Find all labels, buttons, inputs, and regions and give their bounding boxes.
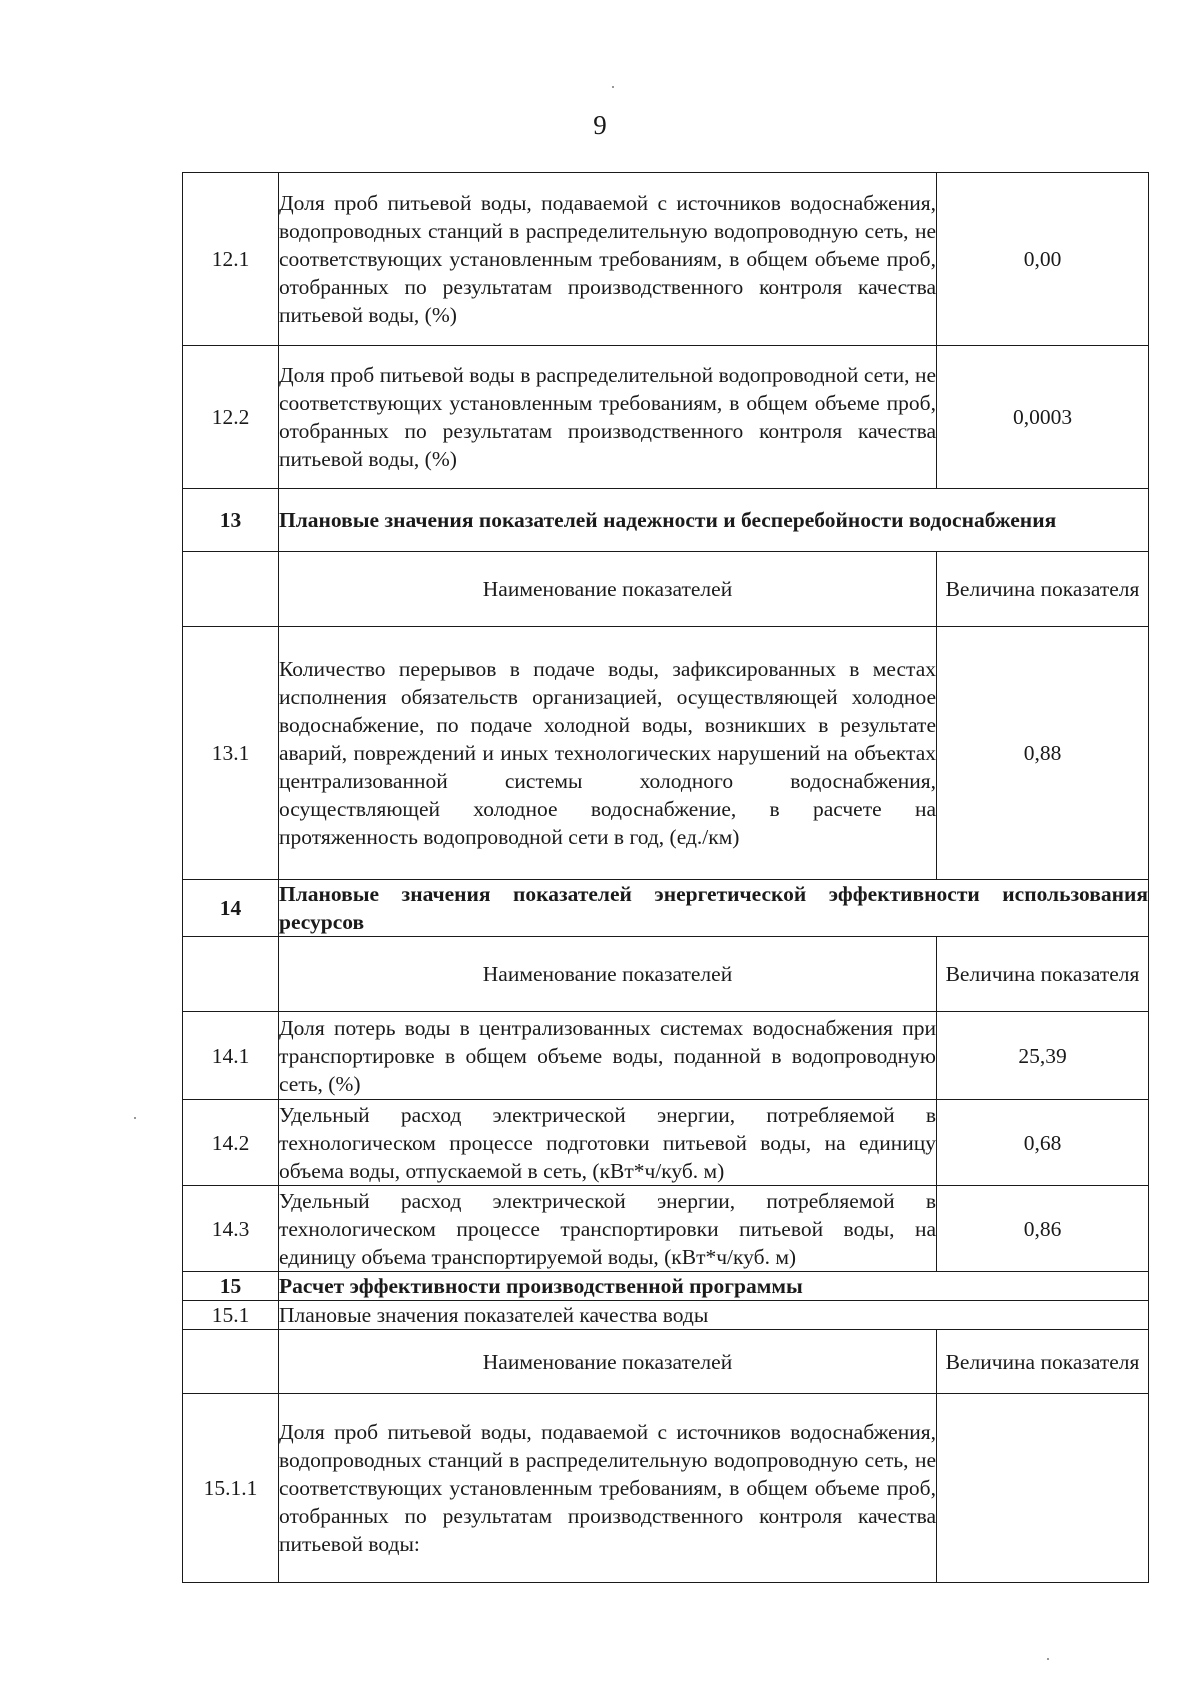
- column-header-row: [183, 552, 1149, 627]
- indicator-name: Количество перерывов в подаче воды, зафиксированных в местах исполнения обязательств организацией, осуществляющей холодное водоснабжение, по подаче холодной воды, возникших в результате аварий, повреждений и иных технологических нарушений на объектах централизованной системы холодного водоснабжения, осуществляющей холодное водоснабжение, в расчете на протяженность водопроводной сети в год, (ед./км): [279, 627, 937, 880]
- indicator-value: 0,0003: [937, 346, 1149, 489]
- table-row-12-1: [183, 173, 1149, 346]
- row-number: 14.3: [183, 1186, 279, 1272]
- indicator-value: 0,00: [937, 173, 1149, 346]
- indicator-value: 25,39: [937, 1012, 1149, 1100]
- table-row-12-2: [183, 346, 1149, 489]
- column-header-row: [183, 1330, 1149, 1394]
- section-title: Расчет эффективности производственной программы: [279, 1272, 1149, 1301]
- section-row-13: [183, 489, 1149, 552]
- table-row-14-2: [183, 1100, 1149, 1186]
- table-row-15-1-1: [183, 1394, 1149, 1583]
- scan-speck: [134, 1117, 136, 1119]
- column-header-value: Величина показателя: [937, 552, 1149, 627]
- row-number: 12.2: [183, 346, 279, 489]
- scan-speck: [612, 86, 614, 88]
- table-row-14-1: [183, 1012, 1149, 1100]
- row-number: 14.1: [183, 1012, 279, 1100]
- page-number: 9: [593, 110, 607, 140]
- indicator-name: Удельный расход электрической энергии, потребляемой в технологическом процессе транспортировки питьевой воды, на единицу объема транспортируемой воды, (кВт*ч/куб. м): [279, 1186, 937, 1272]
- indicator-value: [937, 1394, 1149, 1583]
- section-title: Плановые значения показателей энергетической эффективности использования ресурсов: [279, 880, 1149, 937]
- indicator-name: Доля проб питьевой воды, подаваемой с источников водоснабжения, водопроводных станций в распределительную водопроводную сеть, не соответствующих установленным требованиям, в общем объеме проб, отобранных по результатам производственного контроля качества питьевой воды, (%): [279, 173, 937, 346]
- section-row-15: [183, 1272, 1149, 1301]
- indicator-name: Удельный расход электрической энергии, потребляемой в технологическом процессе подготовки питьевой воды, на единицу объема воды, отпускаемой в сеть, (кВт*ч/куб. м): [279, 1100, 937, 1186]
- indicator-name: Доля потерь воды в централизованных системах водоснабжения при транспортировке в общем объеме воды, поданной в водопроводную сеть, (%): [279, 1012, 937, 1100]
- subsection-title: Плановые значения показателей качества воды: [279, 1301, 1149, 1330]
- indicator-name: Доля проб питьевой воды в распределительной водопроводной сети, не соответствующих установленным требованиям, в общем объеме проб, отобранных по результатам производственного контроля качества питьевой воды, (%): [279, 346, 937, 489]
- table-row-13-1: [183, 627, 1149, 880]
- section-number: 14: [183, 880, 279, 937]
- indicators-table: [182, 172, 1149, 1583]
- column-header-value: Величина показателя: [937, 1330, 1149, 1394]
- empty-cell: [183, 552, 279, 627]
- indicator-value: 0,86: [937, 1186, 1149, 1272]
- row-number: 12.1: [183, 173, 279, 346]
- column-header-name: Наименование показателей: [279, 1330, 937, 1394]
- empty-cell: [183, 1330, 279, 1394]
- empty-cell: [183, 937, 279, 1012]
- scan-speck: [1047, 1658, 1049, 1660]
- column-header-value: Величина показателя: [937, 937, 1149, 1012]
- section-title: Плановые значения показателей надежности и бесперебойности водоснабжения: [279, 489, 1149, 552]
- section-number: 15: [183, 1272, 279, 1301]
- indicator-name: Доля проб питьевой воды, подаваемой с источников водоснабжения, водопроводных станций в распределительную водопроводную сеть, не соответствующих установленным требованиям, в общем объеме проб, отобранных по результатам производственного контроля качества питьевой воды:: [279, 1394, 937, 1583]
- column-header-name: Наименование показателей: [279, 937, 937, 1012]
- row-number: 15.1: [183, 1301, 279, 1330]
- column-header-name: Наименование показателей: [279, 552, 937, 627]
- table-row-14-3: [183, 1186, 1149, 1272]
- indicator-value: 0,68: [937, 1100, 1149, 1186]
- column-header-row: [183, 937, 1149, 1012]
- section-row-14: [183, 880, 1149, 937]
- indicator-value: 0,88: [937, 627, 1149, 880]
- section-number: 13: [183, 489, 279, 552]
- row-number: 15.1.1: [183, 1394, 279, 1583]
- subsection-row-15-1: [183, 1301, 1149, 1330]
- row-number: 14.2: [183, 1100, 279, 1186]
- row-number: 13.1: [183, 627, 279, 880]
